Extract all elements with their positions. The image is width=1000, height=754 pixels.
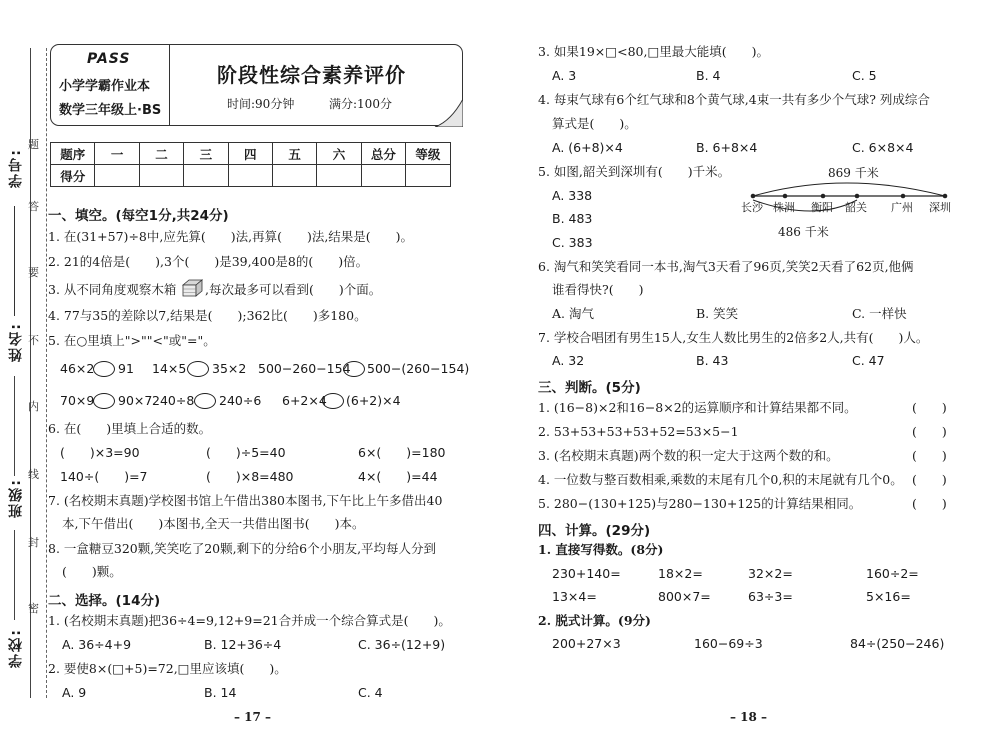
wooden-box-icon <box>180 278 204 298</box>
choice-option[interactable]: A. 36÷4+9 <box>62 637 132 652</box>
score-cell: 总分 <box>361 143 405 165</box>
score-cell: 题序 <box>51 143 95 165</box>
city-label: 广州 <box>891 201 913 214</box>
compare-circle[interactable] <box>187 361 209 377</box>
score-input-cell[interactable] <box>95 165 139 187</box>
choice-question-7: 7. 学校合唱团有男生15人,女生人数比男生的2倍多2人,共有( )人。 <box>538 330 929 345</box>
choice-option[interactable]: C. 5 <box>852 68 877 83</box>
fill-question-1: 1. 在(31+57)÷8中,应先算( )法,再算( )法,结果是( )。 <box>48 229 414 244</box>
choice-option[interactable]: B. 4 <box>696 68 721 83</box>
city-label: 株洲 <box>773 201 795 214</box>
choice-option[interactable]: B. 笑笑 <box>696 306 739 321</box>
choice-question-4-line2: 算式是( )。 <box>552 116 637 131</box>
judge-bracket[interactable]: ( ) <box>912 400 947 415</box>
seal-char: 答 <box>28 200 39 213</box>
judge-item: 1. (16−8)×2和16−8×2的运算顺序和计算结果都不同。 <box>538 400 857 415</box>
seal-char: 封 <box>28 536 39 549</box>
fill-blank-equation: 140÷( )=7 <box>60 469 148 484</box>
choice-option[interactable]: A. (6+8)×4 <box>552 140 623 155</box>
calc-sub1-heading: 1. 直接写得数。(8分) <box>538 542 664 557</box>
distance-top-label: 869 千米 <box>828 166 879 180</box>
choice-option[interactable]: B. 14 <box>204 685 237 700</box>
compare-left: 14×5 <box>152 361 187 376</box>
compare-circle[interactable] <box>343 361 365 377</box>
score-cell: 四 <box>228 143 272 165</box>
score-cell: 六 <box>317 143 361 165</box>
compare-right: 90×7 <box>118 393 153 408</box>
choice-option[interactable]: C. 一样快 <box>852 306 907 321</box>
compare-left: 240÷8 <box>152 393 195 408</box>
fill-question-4: 4. 77与35的差除以7,结果是( );362比( )多180。 <box>48 308 367 323</box>
fill-question-5: 5. 在○里填上">""<"或"="。 <box>48 333 216 348</box>
fill-question-2: 2. 21的4倍是( ),3个( )是39,400是8的( )倍。 <box>48 254 369 269</box>
score-cell: 等级 <box>406 143 450 165</box>
fill-question-7-line1: 7. (名校期末真题)学校图书馆上午借出380本图书,下午比上午多借出40 <box>48 493 443 508</box>
choice-option[interactable]: A. 32 <box>552 353 585 368</box>
class-label: 班级: <box>8 478 24 518</box>
page-number-left: – 17 – <box>234 710 272 724</box>
calc-item: 13×4= <box>552 589 597 604</box>
series-name: 小学学霸作业本 <box>59 79 151 94</box>
section4-heading: 四、计算。(29分) <box>538 523 651 539</box>
score-cell: 得分 <box>51 165 95 187</box>
fill-question-8-line2: ( )颗。 <box>62 564 122 579</box>
score-cell: 三 <box>184 143 228 165</box>
score-input-cell[interactable] <box>317 165 361 187</box>
page-number-right: – 18 – <box>730 710 768 724</box>
choice-option[interactable]: C. 383 <box>552 235 593 250</box>
choice-option[interactable]: B. 43 <box>696 353 729 368</box>
compare-right: 91 <box>118 361 134 376</box>
choice-option[interactable]: C. 4 <box>358 685 383 700</box>
score-input-cell[interactable] <box>361 165 405 187</box>
calc-item: 84÷(250−246) <box>850 636 945 651</box>
score-input-cell[interactable] <box>406 165 450 187</box>
judge-item: 2. 53+53+53+53+52=53×5−1 <box>538 424 739 439</box>
choice-option[interactable]: C. 36÷(12+9) <box>358 637 446 652</box>
school-label: 学校: <box>8 628 24 668</box>
score-input-cell[interactable] <box>272 165 316 187</box>
fill-blank-equation: 4×( )=44 <box>358 469 438 484</box>
compare-right: 240÷6 <box>219 393 262 408</box>
city-label: 韶关 <box>845 201 867 214</box>
grade-label: 数学三年级上·BS <box>59 103 162 118</box>
judge-item: 4. 一位数与整百数相乘,乘数的末尾有几个0,积的末尾就有几个0。 <box>538 472 903 487</box>
city-label: 衡阳 <box>811 201 833 214</box>
choice-option[interactable]: C. 6×8×4 <box>852 140 914 155</box>
calc-item: 5×16= <box>866 589 911 604</box>
fill-question-3-part2: ,每次最多可以看到( )个面。 <box>205 282 382 297</box>
choice-option[interactable]: C. 47 <box>852 353 885 368</box>
score-cell: 五 <box>272 143 316 165</box>
judge-item: 5. 280−(130+125)与280−130+125的计算结果相同。 <box>538 496 862 511</box>
seal-char: 不 <box>28 334 39 347</box>
compare-left: 500−260−154 <box>258 361 351 376</box>
page-title: 阶段性综合素养评价 <box>217 63 406 87</box>
judge-bracket[interactable]: ( ) <box>912 424 947 439</box>
choice-option[interactable]: A. 3 <box>552 68 577 83</box>
pass-logo: PASS <box>87 51 131 67</box>
student-id-label: 学号: <box>8 148 24 188</box>
distance-bottom-label: 486 千米 <box>778 225 829 239</box>
fill-question-6: 6. 在( )里填上合适的数。 <box>48 421 212 436</box>
choice-question-4-line1: 4. 每束气球有6个红气球和8个黄气球,4束一共有多少个气球? 列成综合 <box>538 92 930 107</box>
seal-char: 内 <box>28 400 39 413</box>
choice-question-5: 5. 如图,韶关到深圳有( )千米。 <box>538 164 731 179</box>
choice-option[interactable]: A. 淘气 <box>552 306 594 321</box>
compare-right: 35×2 <box>212 361 247 376</box>
fill-question-3-part1: 3. 从不同角度观察木箱 <box>48 282 177 297</box>
exam-time: 时间:90分钟 <box>227 97 295 111</box>
compare-right: 500−(260−154) <box>367 361 470 376</box>
judge-item: 3. (名校期末真题)两个数的积一定大于这两个数的和。 <box>538 448 839 463</box>
city-label: 深圳 <box>929 201 951 214</box>
compare-left: 46×2 <box>60 361 95 376</box>
fill-blank-equation: 6×( )=180 <box>358 445 446 460</box>
calc-item: 18×2= <box>658 566 703 581</box>
calc-sub2-heading: 2. 脱式计算。(9分) <box>538 613 651 628</box>
seal-char: 线 <box>28 468 39 481</box>
judge-bracket[interactable]: ( ) <box>912 448 947 463</box>
judge-bracket[interactable]: ( ) <box>912 496 947 511</box>
seal-char: 密 <box>28 602 39 615</box>
fill-blank-equation: ( )÷5=40 <box>206 445 286 460</box>
fill-blank-equation: ( )×8=480 <box>206 469 294 484</box>
choice-question-1: 1. (名校期末真题)把36÷4=9,12+9=21合并成一个综合算式是( )。 <box>48 613 451 628</box>
score-input-cell[interactable] <box>184 165 228 187</box>
score-cell: 二 <box>139 143 183 165</box>
choice-question-6-line1: 6. 淘气和笑笑看同一本书,淘气3天看了96页,笑笑2天看了62页,他俩 <box>538 259 914 274</box>
choice-question-6-line2: 谁看得快?( ) <box>552 282 644 297</box>
judge-bracket[interactable]: ( ) <box>912 472 947 487</box>
fill-question-7-line2: 本,下午借出( )本图书,全天一共借出图书( )本。 <box>62 516 365 531</box>
choice-option[interactable]: A. 9 <box>62 685 87 700</box>
choice-option[interactable]: A. 338 <box>552 188 593 203</box>
header-box <box>50 44 463 126</box>
compare-circle[interactable] <box>93 361 115 377</box>
compare-circle[interactable] <box>93 393 115 409</box>
choice-option[interactable]: B. 483 <box>552 211 593 226</box>
choice-option[interactable]: B. 12+36÷4 <box>204 637 282 652</box>
compare-left: 6+2×4 <box>282 393 327 408</box>
seal-char: 要 <box>28 266 39 279</box>
compare-circle[interactable] <box>194 393 216 409</box>
choice-option[interactable]: B. 6+8×4 <box>696 140 758 155</box>
name-label: 姓名: <box>8 322 24 362</box>
section1-heading: 一、填空。(每空1分,共24分) <box>48 208 229 224</box>
calc-item: 63÷3= <box>748 589 793 604</box>
score-input-cell[interactable] <box>228 165 272 187</box>
fill-blank-equation: ( )×3=90 <box>60 445 140 460</box>
section2-heading: 二、选择。(14分) <box>48 593 161 609</box>
choice-question-3: 3. 如果19×□<80,□里最大能填( )。 <box>538 44 770 59</box>
choice-question-2: 2. 要使8×(□+5)=72,□里应该填( )。 <box>48 661 287 676</box>
calc-item: 160−69÷3 <box>694 636 763 651</box>
score-table <box>50 142 451 187</box>
calc-item: 200+27×3 <box>552 636 621 651</box>
section3-heading: 三、判断。(5分) <box>538 380 641 396</box>
page-curl-icon <box>433 99 463 127</box>
score-cell: 一 <box>95 143 139 165</box>
calc-item: 32×2= <box>748 566 793 581</box>
score-input-cell[interactable] <box>139 165 183 187</box>
compare-right: (6+2)×4 <box>346 393 401 408</box>
compare-circle[interactable] <box>322 393 344 409</box>
compare-left: 70×9 <box>60 393 95 408</box>
calc-item: 160÷2= <box>866 566 919 581</box>
seal-char: 题 <box>28 138 39 151</box>
full-score: 满分:100分 <box>329 97 392 111</box>
city-label: 长沙 <box>741 201 763 214</box>
fill-question-8-line1: 8. 一盒糖豆320颗,笑笑吃了20颗,剩下的分给6个小朋友,平均每人分到 <box>48 541 437 556</box>
calc-item: 230+140= <box>552 566 621 581</box>
calc-item: 800×7= <box>658 589 711 604</box>
